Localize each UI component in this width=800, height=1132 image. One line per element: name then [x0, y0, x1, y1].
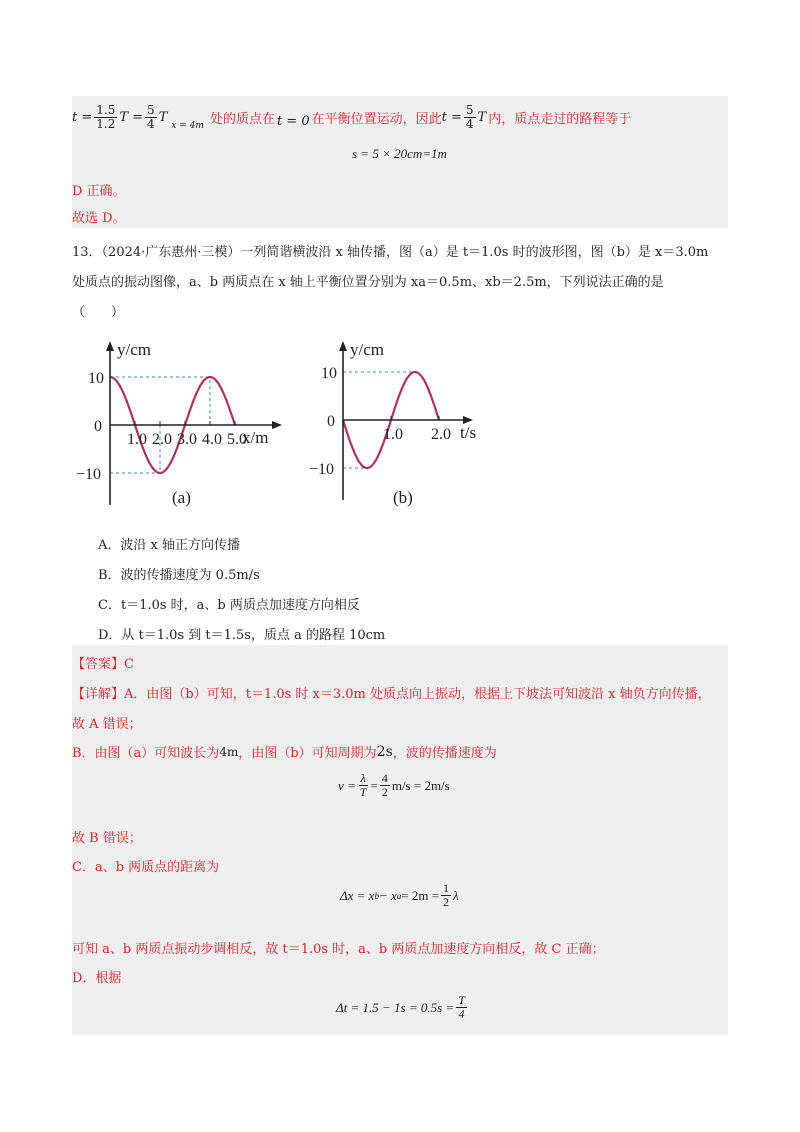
choose-d: 故选 D。	[72, 211, 126, 226]
formula-dt	[336, 994, 469, 1021]
d-line: D．根据	[72, 971, 122, 986]
v-tail: m/s = 2m/s	[391, 777, 450, 793]
x-label-a: x/m	[242, 428, 269, 447]
detail-line-2: 故 A 错误；	[72, 717, 142, 732]
v-frac-2: $\frac{4}{2}$	[381, 771, 388, 799]
x-tick-label: 5.0	[227, 431, 247, 448]
y-label-a: y/cm	[117, 340, 151, 359]
answer-label: 【答案】C	[72, 657, 134, 672]
title-b: (b)	[393, 488, 413, 507]
y-tick-label: 0	[94, 418, 102, 435]
b-wrong: 故 B 错误；	[72, 831, 142, 846]
t0: t = 0	[276, 113, 310, 129]
x-tick-label: 3.0	[177, 431, 197, 448]
dx-frac: $\frac{1}{2}$	[443, 881, 450, 909]
y-tick-label: 0	[327, 413, 335, 430]
b-line-post: ，波的传播速度为	[392, 746, 497, 761]
tail-T: T	[158, 109, 168, 125]
text-a: 处的质点在	[209, 111, 275, 127]
dx-mid: = 2m =	[401, 887, 440, 903]
v-eq: =	[370, 777, 378, 793]
y-tick-label: 10	[88, 370, 104, 387]
x-label-b: t/s	[460, 423, 477, 442]
question-line-1: 13．（2024·广东惠州·三模）一列简谐横波沿 x 轴传播，图（a）是 t＝1.0s 时的波形图，图（b）是 x＝3.0m	[72, 245, 709, 260]
option-b[interactable]: B．波的传播速度为 0.5m/s	[98, 568, 260, 583]
dx-minus: − x	[378, 887, 397, 903]
v-frac-1: $\frac{\lambda}{T}$	[359, 771, 367, 799]
formula-s: s = 5 × 20cm=1m	[352, 146, 447, 161]
x-axis-arrow-a	[272, 421, 282, 429]
option-d[interactable]: D．从 t＝1.0s 到 t＝1.5s，质点 a 的路程 10cm	[98, 628, 386, 643]
frac-1: $\frac{1.5}{1.2}$	[96, 102, 116, 131]
x-tick-label: 2.0	[152, 431, 172, 448]
detail-line-1: 【详解】A．由图（b）可知，t＝1.0s 时 x＝3.0m 处质点向上振动，根据上下坡法可知波沿 x 轴负方向传播，	[72, 687, 711, 702]
question-line-3: （ ）	[72, 305, 125, 320]
y-axis-arrow-b	[339, 341, 347, 351]
dx-sub-b: b	[374, 890, 379, 901]
y-tick-label: −10	[76, 466, 102, 483]
x-tick-label: 1.0	[383, 426, 403, 443]
x-tick-label: 1.0	[127, 431, 147, 448]
x-tick-label: 2.0	[431, 426, 451, 443]
dx-sub-a: a	[396, 890, 402, 901]
c-line: C．a、b 两质点的距离为	[72, 860, 220, 875]
title-a: (a)	[172, 488, 191, 507]
vibration-graph-b	[305, 335, 505, 515]
dx-pre: Δx = x	[340, 887, 375, 903]
b-line-pre: B．由图（a）可知波长为	[72, 746, 220, 761]
text-c: 内，质点走过的路程等于	[488, 111, 632, 127]
dt-pre: Δt = 1.5 − 1s = 0.5s =	[336, 999, 455, 1015]
text-b: 在平衡位置运动，因此	[311, 111, 442, 127]
mid-T: T =	[119, 109, 144, 125]
formula-dx	[340, 882, 459, 909]
b-line-mid: ，由图（b）可知周期为	[238, 746, 377, 761]
x-tick-label: 4.0	[202, 431, 222, 448]
y-tick-label: −10	[309, 461, 335, 478]
option-c[interactable]: C．t＝1.0s 时，a、b 两质点加速度方向相反	[98, 598, 360, 613]
v-pre: v =	[338, 777, 356, 793]
b-wavelength: 4m	[219, 744, 239, 759]
sub-x4m: x = 4m	[171, 121, 204, 131]
b-period: 2s	[376, 743, 393, 760]
frac-2: $\frac{5}{4}$	[147, 102, 155, 131]
ticks-b	[309, 365, 451, 478]
dt-frac: $\frac{T}{4}$	[458, 993, 465, 1021]
b-line	[72, 742, 497, 761]
y-label-b: y/cm	[350, 340, 384, 359]
dx-tail: λ	[453, 887, 459, 903]
formula-v	[338, 772, 450, 799]
frac-3: $\frac{5}{4}$	[465, 102, 474, 131]
y-tick-label: 10	[321, 365, 337, 382]
option-a[interactable]: A．波沿 x 轴正方向传播	[98, 538, 240, 553]
t-pre: t =	[441, 109, 462, 125]
frac3-T: T	[477, 109, 487, 125]
d-correct: D 正确。	[72, 184, 126, 199]
solution-shade-answer	[72, 645, 728, 1035]
wave-graph-a	[72, 335, 292, 515]
top-line-1	[72, 100, 631, 134]
question-line-2: 处质点的振动图像，a、b 两质点在 x 轴上平衡位置分别为 xa＝0.5m、xb＝2.5m，下列说法正确的是	[72, 275, 664, 290]
t-eq: t =	[72, 109, 93, 125]
c-conclusion: 可知 a、b 两质点振动步调相反，故 t＝1.0s 时，a、b 两质点加速度方向相反，故 C 正确；	[72, 942, 605, 957]
y-axis-arrow-a	[106, 341, 114, 351]
